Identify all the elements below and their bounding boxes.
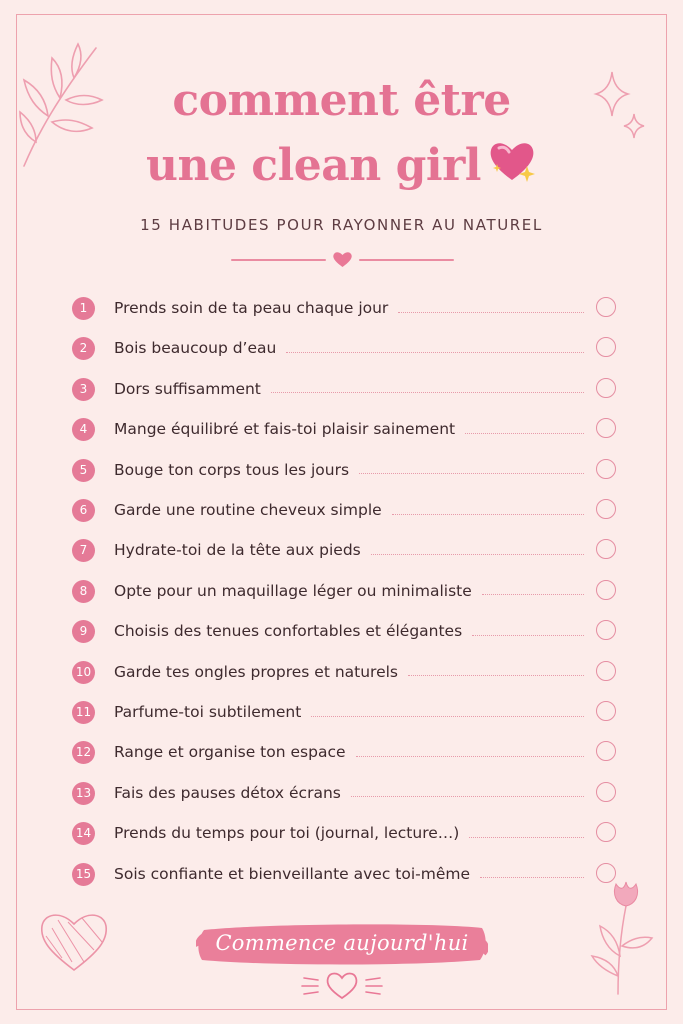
habit-row	[0, 490, 683, 530]
heart-sketch-icon	[38, 908, 110, 974]
habit-row	[0, 854, 683, 894]
habit-number-badge: 4	[72, 418, 95, 441]
habit-label-wrap	[114, 732, 584, 772]
habit-label-wrap	[114, 288, 584, 328]
habit-label-wrap	[114, 530, 584, 570]
habit-label: Mange équilibré et fais-toi plaisir sainement	[114, 420, 456, 439]
habit-label: Sois confiante et bienveillante avec toi-même	[114, 864, 471, 883]
habit-checkbox[interactable]	[596, 459, 616, 479]
habit-number-badge: 7	[72, 539, 95, 562]
habit-checkbox[interactable]	[596, 620, 616, 640]
small-heart-icon	[296, 968, 388, 1002]
habit-checkbox[interactable]	[596, 539, 616, 559]
habit-label-wrap	[114, 369, 584, 409]
habit-number-badge: 1	[72, 297, 95, 320]
dotted-leader	[480, 877, 584, 878]
habit-checkbox[interactable]	[596, 337, 616, 357]
habit-row	[0, 813, 683, 853]
habit-label-wrap	[114, 813, 584, 853]
habit-label-wrap	[114, 611, 584, 651]
habit-number-badge: 13	[72, 782, 95, 805]
habit-label: Bouge ton corps tous les jours	[114, 460, 350, 479]
habit-label: Range et organise ton espace	[114, 743, 346, 762]
habit-row	[0, 652, 683, 692]
habit-checkbox[interactable]	[596, 418, 616, 438]
habit-row	[0, 571, 683, 611]
habit-label-wrap	[114, 571, 584, 611]
dotted-leader	[472, 635, 584, 636]
habit-number-badge: 8	[72, 580, 95, 603]
habit-label: Hydrate-toi de la tête aux pieds	[114, 541, 361, 560]
habit-checkbox[interactable]	[596, 499, 616, 519]
habit-row	[0, 773, 683, 813]
dotted-leader	[371, 554, 584, 555]
habit-label-wrap	[114, 692, 584, 732]
dotted-leader	[398, 312, 584, 313]
dotted-leader	[356, 756, 584, 757]
habit-label: Garde une routine cheveux simple	[114, 501, 382, 519]
habit-number-badge: 9	[72, 620, 95, 643]
dotted-leader	[392, 514, 584, 515]
habit-number-badge: 10	[72, 661, 95, 684]
habit-checkbox[interactable]	[596, 297, 616, 317]
dotted-leader	[351, 796, 584, 797]
habit-number-badge: 6	[72, 499, 95, 522]
habit-checkbox[interactable]	[596, 661, 616, 681]
habit-row	[0, 328, 683, 368]
habit-number-badge: 2	[72, 337, 95, 360]
start-today-banner	[196, 920, 488, 968]
habit-number-badge: 11	[72, 701, 95, 724]
page-title-line-2	[0, 138, 683, 197]
habit-label: Fais des pauses détox écrans	[114, 783, 341, 802]
habit-checkbox[interactable]	[596, 741, 616, 761]
habit-row	[0, 369, 683, 409]
habit-row	[0, 732, 683, 772]
habit-label: Garde tes ongles propres et naturels	[114, 662, 398, 681]
habit-label: Parfume-toi subtilement	[114, 703, 302, 721]
habit-number-badge: 12	[72, 741, 95, 764]
habit-row	[0, 288, 683, 328]
dotted-leader	[465, 433, 584, 434]
habit-label-wrap	[114, 773, 584, 813]
habit-row	[0, 409, 683, 449]
habit-row	[0, 450, 683, 490]
flower-icon	[588, 876, 658, 996]
habit-checkbox[interactable]	[596, 378, 616, 398]
habit-label-wrap	[114, 409, 584, 449]
habit-checkbox[interactable]	[596, 580, 616, 600]
habit-number-badge: 3	[72, 378, 95, 401]
habit-checkbox[interactable]	[596, 701, 616, 721]
habit-label: Choisis des tenues confortables et élégantes	[114, 622, 463, 641]
habit-row	[0, 692, 683, 732]
habit-label: Prends soin de ta peau chaque jour	[114, 299, 389, 317]
dotted-leader	[286, 352, 584, 353]
habit-label-wrap	[114, 450, 584, 490]
habit-label: Dors suffisamment	[114, 379, 261, 398]
habit-label-wrap	[114, 328, 584, 368]
dotted-leader	[271, 392, 584, 393]
page-title-line-1: comment être	[172, 75, 511, 126]
dotted-leader	[359, 473, 584, 474]
habit-number-badge: 5	[72, 459, 95, 482]
page-title-text: une clean girl	[146, 140, 481, 191]
habit-checkbox[interactable]	[596, 822, 616, 842]
habit-number-badge: 14	[72, 822, 95, 845]
habit-row	[0, 611, 683, 651]
habit-checkbox[interactable]	[596, 782, 616, 802]
habit-label: Opte pour un maquillage léger ou minimaliste	[114, 581, 472, 600]
dotted-leader	[311, 716, 584, 717]
subtitle: 15 HABITUDES POUR RAYONNER AU NATUREL	[140, 216, 543, 234]
heart-divider	[230, 250, 455, 270]
sparkling-heart-icon	[487, 138, 537, 197]
start-today-text: Commence aujourd'hui	[215, 931, 469, 955]
habit-label-wrap	[114, 854, 584, 894]
habit-number-badge: 15	[72, 863, 95, 886]
habit-label-wrap	[114, 652, 584, 692]
dotted-leader	[469, 837, 584, 838]
habit-label: Prends du temps pour toi (journal, lecture…)	[114, 824, 460, 843]
habit-label-wrap	[114, 490, 584, 530]
habit-row	[0, 530, 683, 570]
dotted-leader	[408, 675, 584, 676]
habit-label: Bois beaucoup d’eau	[114, 339, 277, 358]
dotted-leader	[482, 594, 584, 595]
